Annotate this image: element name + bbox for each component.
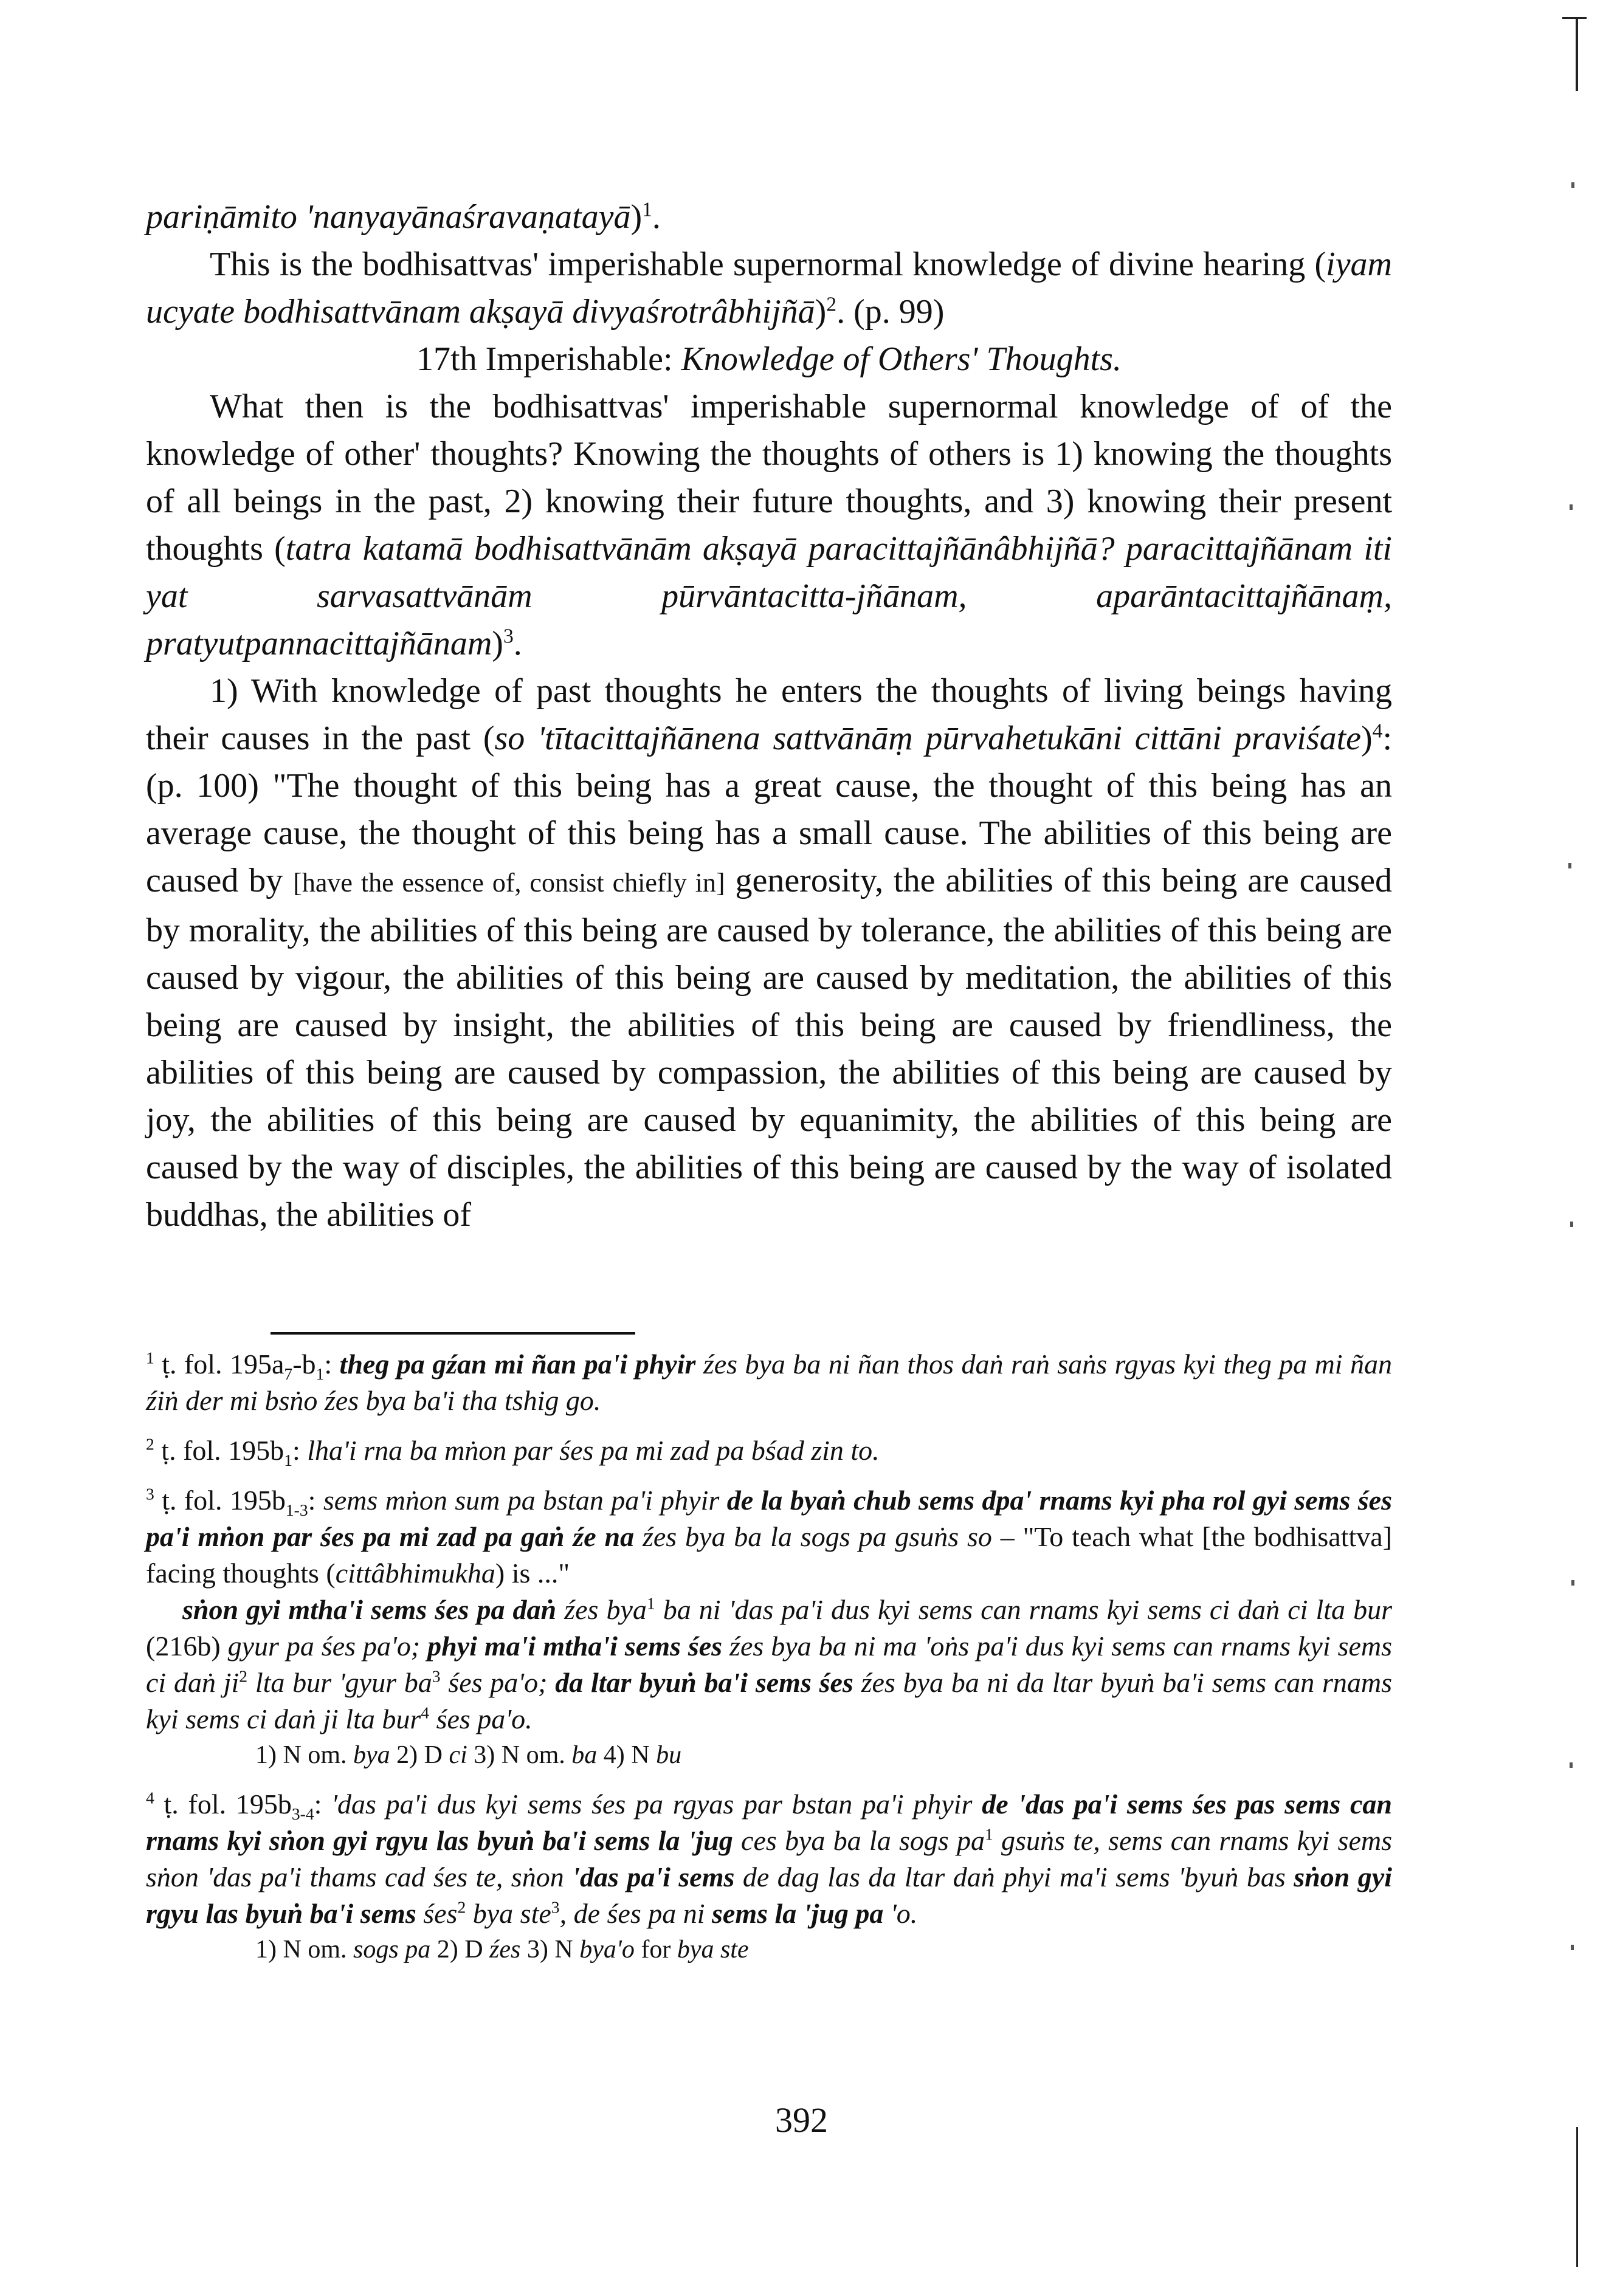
scan-edge-mark: [1576, 18, 1578, 91]
footnote-4: $^4$ ṭ. fol. $195b_{3-4}$: 'das pa'i dus kyi sems śes pa rgyas par bstan pa'i phyir de 'das pa'i sems śes pas sems can rnams kyi sṅon gyi rgyu las byuṅ ba'i sems la 'jug ces bya ba la sogs $pa^1$ gsuṅs te, sems can rnams kyi sems sṅon 'das pa'i thams cad śes te, sṅon 'das pa'i sems de dag las da ltar daṅ phyi ma'i sems 'byuṅ bas sṅon gyi rgyu las byuṅ ba'i sems śes$^2$ bya ste$^3$, de śes pa ni sems la 'jug pa 'o.: [146, 1788, 1393, 1929]
scan-speck: [1571, 182, 1574, 188]
scan-speck: [1570, 1762, 1573, 1768]
footnote-2: $^2$ ṭ. fol. $195b_1$: lha'i rna ba mṅon par śes pa mi zad pa bśad zin to.: [146, 1434, 880, 1470]
footnote-ref-3[interactable]: 3: [503, 625, 514, 648]
scan-edge-mark: [1576, 2127, 1578, 2267]
paragraph-continuation: pariṇāmito 'nanyayānaśravaṇatayā)$^1$.: [146, 198, 661, 236]
paragraph-past-thoughts: 1) With knowledge of past thoughts he enters the thoughts of living beings having their causes in the past (so 'tītacittajñānena sattvānāṃ pūrvahetukāni cittāni praviśate)$^4$: (p. 100) "The thought of this being has a great cause, the thought of this being has an average cause, the thought of this being has a small cause. The abilities of this being are caused by [have the essence of, consist chiefly in] generosity, the abilities of this being are caused by morality, the abilities of this being are caused by tolerance, the abilities of this being are caused by vigour, the abilities of this being are caused by meditation, the abilities of this being are caused by insight, the abilities of this being are caused by friendliness, the abilities of this being are caused by compassion, the abilities of this being are caused by joy, the abilities of this being are caused by equanimity, the abilities of this being are caused by the way of disciples, the abilities of this being are caused by the way of isolated buddhas, the abilities of: [146, 672, 1392, 1234]
section-heading: 17th Imperishable: Knowledge of Others' Thoughts.: [416, 340, 1122, 378]
sanskrit-phrase: pariṇāmito 'nanyayānaśravaṇatayā: [146, 198, 631, 236]
footnote-separator: [271, 1332, 635, 1335]
footnote-ref-4[interactable]: 4: [1372, 720, 1383, 743]
page-number: 392: [775, 2100, 828, 2140]
footnote-3-variants: 1) N om. bya 2) D ci 3) N om. ba 4) N bu: [255, 1741, 682, 1769]
paragraph-divine-hearing: This is the bodhisattvas' imperishable supernormal knowledge of divine hearing (iyam ucyate bodhisattvānam akṣayā divyaśrotrâbhijñā)$^2$. (p. 99): [146, 246, 1392, 331]
scan-speck: [1571, 1580, 1574, 1586]
main-text: [146, 193, 1392, 1239]
paragraph-others-thoughts: What then is the bodhisattvas' imperishable supernormal knowledge of of the knowledge of other' thoughts? Knowing the thoughts of others is 1) knowing the thoughts of all beings in the past, 2) knowing their future thoughts, and 3) knowing their present thoughts (tatra katamā bodhisattvānām akṣayā paracittajñānâbhijñā? paracittajñānam iti yat sarvasattvānām pūrvāntacitta-jñānam, aparāntacittajñānaṃ, pratyutpannacittajñānam)$^3$.: [146, 388, 1392, 662]
footnote-3: $^3$ ṭ. fol. $195b_{1-3}$: sems mṅon sum pa bstan pa'i phyir de la byaṅ chub sems dpa' rnams kyi pha rol gyi sems śes pa'i mṅon par śes pa mi zad pa gaṅ źe na źes bya ba la sogs pa gsuṅs so – "To teach what [the bodhisattva] facing thoughts (cittâbhimukha) is ...": [146, 1484, 1392, 1589]
scan-speck: [1570, 504, 1573, 510]
footnote-4-variants: 1) N om. sogs pa 2) D źes 3) N bya'o for bya ste: [255, 1936, 749, 1964]
footnote-3-continuation: sṅon gyi mtha'i sems śes pa daṅ źes bya$^1$ ba ni 'das pa'i dus kyi sems can rnams kyi sems ci daṅ ci lta bur (216b) gyur pa śes pa'o; phyi ma'i mtha'i sems śes źes bya ba ni ma 'oṅs pa'i dus kyi sems can rnams kyi sems ci daṅ $ji^2$ lta bur 'gyur $ba^3$ śes pa'o; da ltar byuṅ ba'i sems śes źes bya ba ni da ltar byuṅ ba'i sems can rnams kyi sems ci daṅ ji lta bur$^4$ śes pa'o.: [146, 1593, 1393, 1734]
footnotes: [146, 1346, 1392, 1967]
footnote-ref-2[interactable]: 2: [826, 293, 837, 316]
scan-speck: [1568, 863, 1571, 868]
scan-edge-mark: [1562, 17, 1587, 19]
footnote-ref-1[interactable]: 1: [642, 198, 652, 221]
scan-speck: [1571, 1945, 1574, 1950]
scan-speck: [1570, 1222, 1573, 1227]
footnote-1: $^1$ ṭ. fol. $195a_7-b_1$: theg pa gźan mi ñan pa'i phyir źes bya ba ni ñan thos daṅ raṅ saṅs rgyas kyi theg pa mi ñan źiṅ der mi bsṅo źes bya ba'i tha tshig go.: [146, 1348, 1393, 1416]
